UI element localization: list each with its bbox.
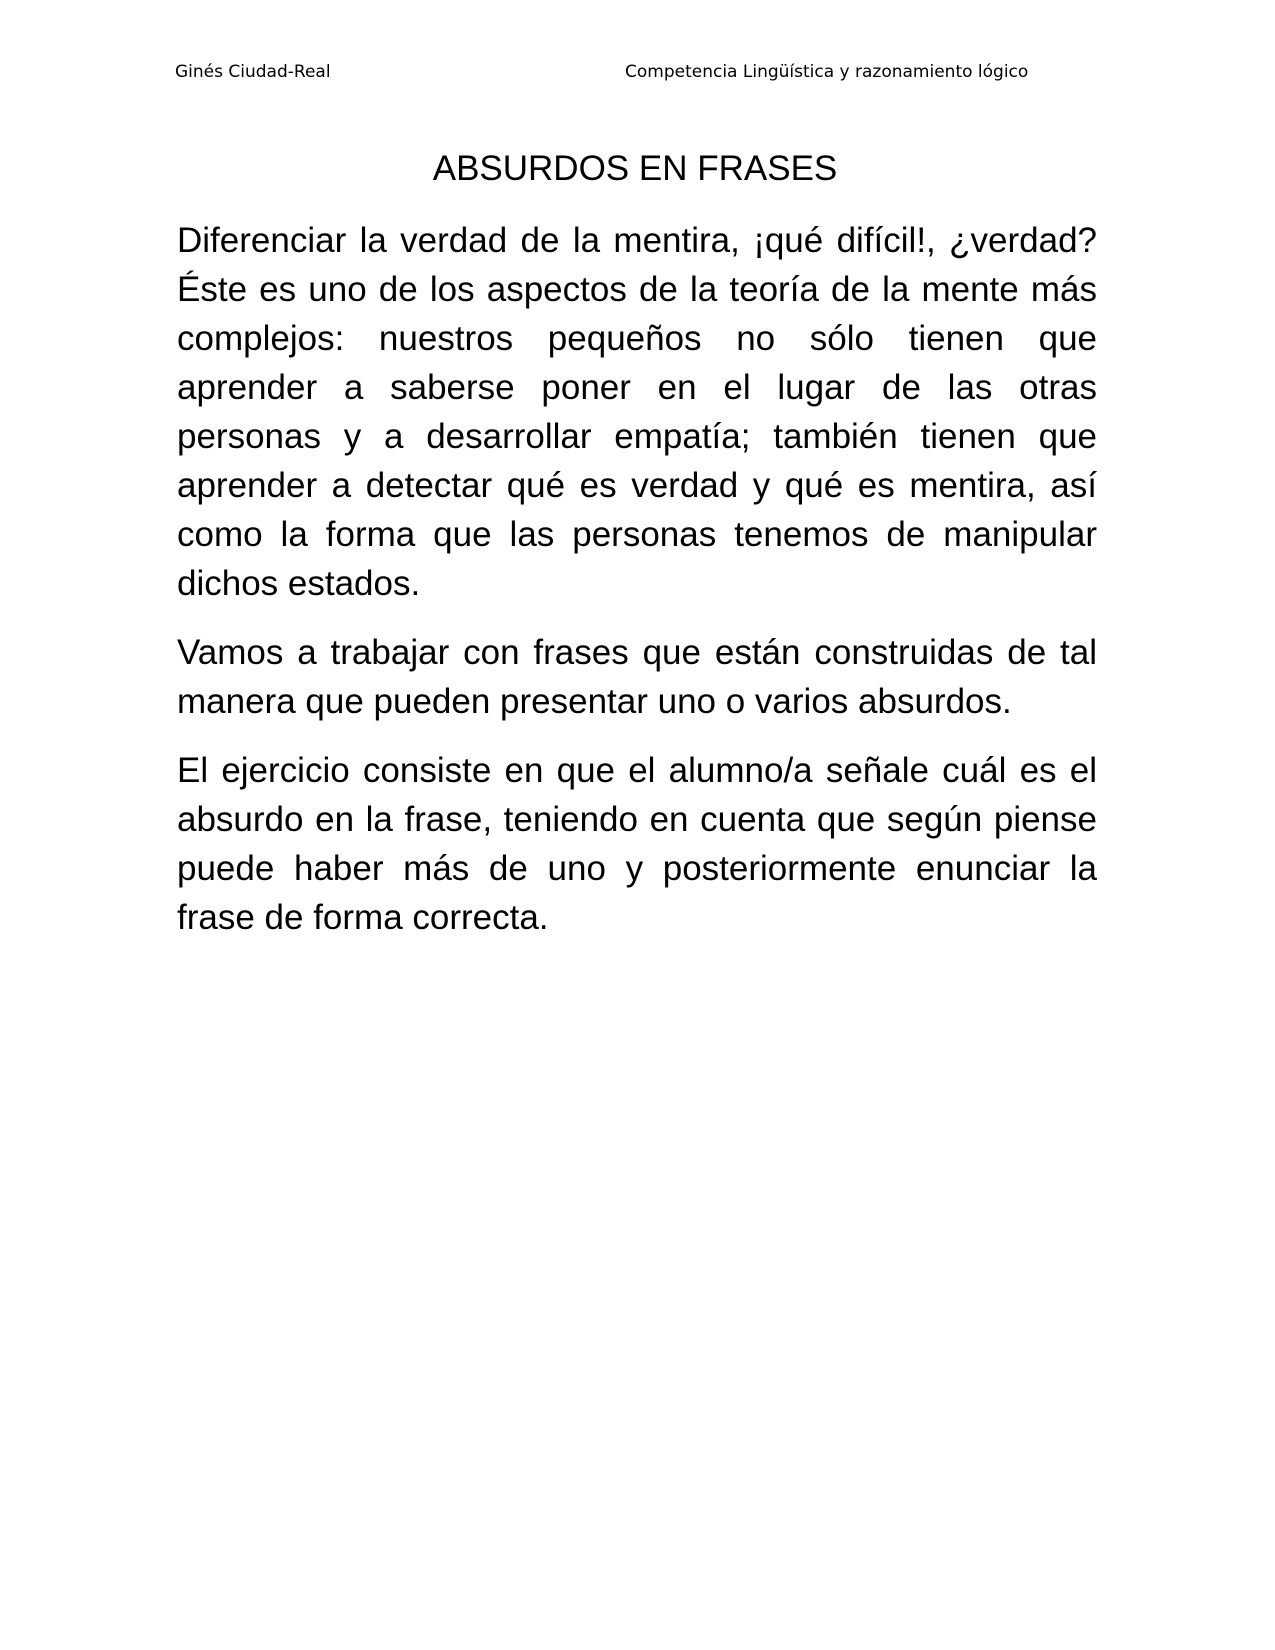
paragraph-exercise: El ejercicio consiste en que el alumno/a señale cuál es el absurdo en la frase, teniendo en cuenta que según piense puede haber más de uno y posteriormente enunciar la frase de forma correcta. xyxy=(177,751,1097,937)
header-subject: Competencia Lingüística y razonamiento lógico xyxy=(625,62,1029,82)
paragraph-intro: Diferenciar la verdad de la mentira, ¡qué difícil!, ¿verdad? Éste es uno de los aspectos de la teoría de la mente más complejos: nuestros pequeños no sólo tienen que aprender a saberse poner en el lugar de las otras personas y a desarrollar empatía; también tienen que aprender a detectar qué es verdad y qué es mentira, así como la forma que las personas tenemos de manipular dichos estados. xyxy=(177,221,1097,603)
paragraph-task: Vamos a trabajar con frases que están construidas de tal manera que pueden presentar uno o varios absurdos. xyxy=(177,633,1097,721)
header-author: Ginés Ciudad-Real xyxy=(175,62,331,82)
document-body xyxy=(177,216,1097,962)
document-title: ABSURDOS EN FRASES xyxy=(432,149,838,188)
